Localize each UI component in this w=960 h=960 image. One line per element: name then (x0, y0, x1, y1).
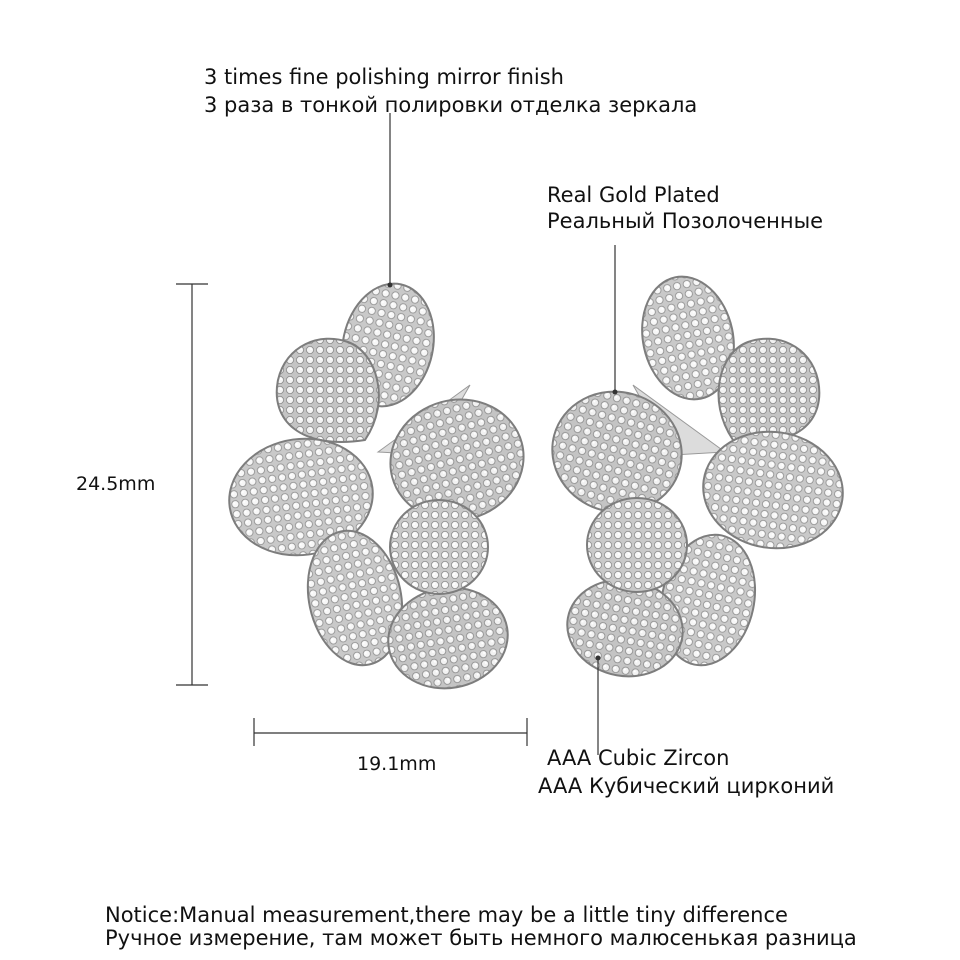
notice-text-en: Notice:Manual measurement,there may be a little tiny difference (105, 903, 788, 927)
polish-callout-dot (388, 283, 393, 288)
zircon-label-en: AAA Cubic Zircon (547, 746, 730, 770)
gold-label-en: Real Gold Plated (547, 183, 720, 207)
zircon-label-ru: AAA Кубический цирконий (538, 774, 835, 798)
height-dimension-label: 24.5mm (76, 473, 156, 495)
notice-text-ru: Ручное измерение, там может быть немного малюсенькая разница (105, 926, 857, 950)
polish-label-ru: 3 раза в тонкой полировки отделка зеркала (204, 93, 698, 117)
height-dimension-line (176, 284, 208, 685)
polish-label-en: 3 times fine polishing mirror finish (204, 65, 564, 89)
gold-label-ru: Реальный Позолоченные (547, 209, 824, 233)
zircon-callout-dot (596, 656, 601, 661)
left-earring (222, 275, 538, 698)
width-dimension-line (254, 718, 527, 746)
gold-callout-dot (613, 390, 618, 395)
right-earring (539, 268, 851, 685)
width-dimension-label: 19.1mm (357, 753, 437, 775)
